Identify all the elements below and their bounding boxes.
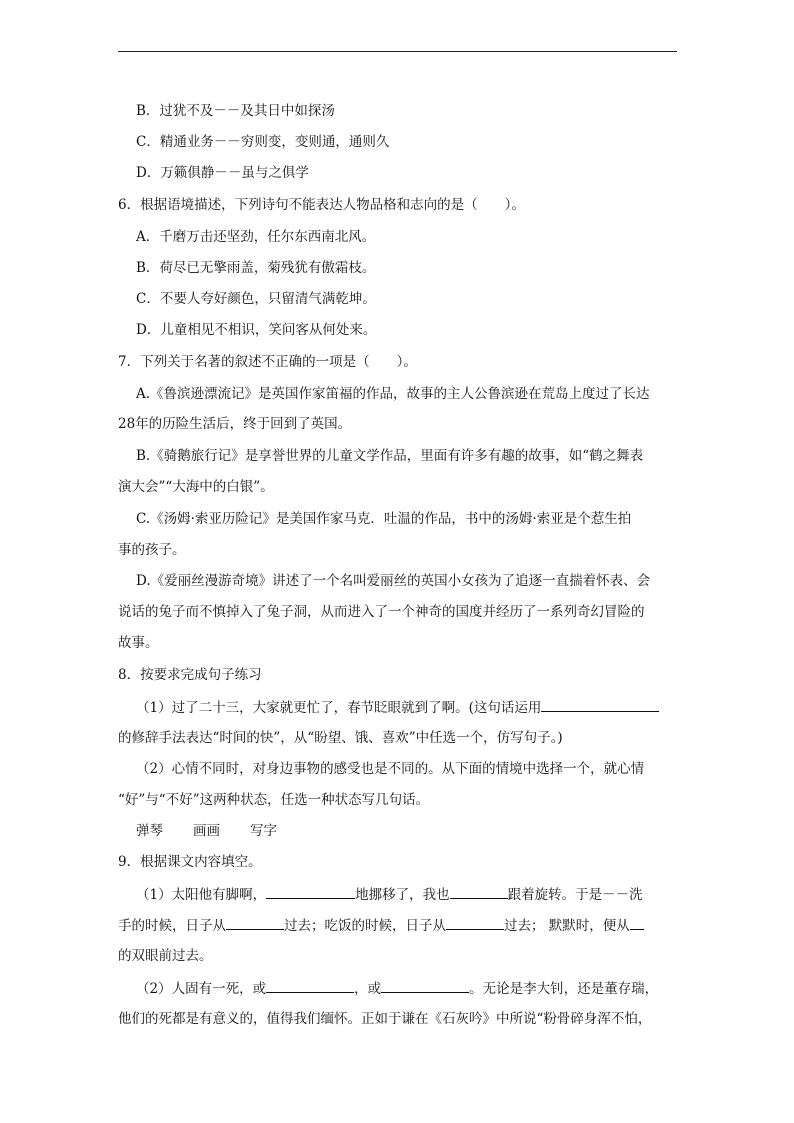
- q8-part1-line2: 的修辞手法表达“时间的快”，从“盼望、饿、喜欢”中任选一个，仿写句子。): [118, 730, 563, 746]
- q9-blank-4[interactable]: [446, 915, 504, 930]
- q8-choice-3: 写字: [250, 823, 277, 839]
- q7-option-b-line2: 演大会”“大海中的白银”。: [118, 479, 274, 495]
- q9-blank-5[interactable]: [630, 915, 644, 930]
- q8-blank-rhetoric[interactable]: [541, 697, 659, 712]
- q8-choice-1: 弹琴: [136, 823, 163, 839]
- q7-option-d-line2: 说话的兔子而不慎掉入了兔子洞，从而进入了一个神奇的国度并经历了一系列奇幻冒险的: [118, 604, 645, 620]
- q9-part1-line3: 的双眼前过去。: [118, 948, 213, 964]
- q9-blank-3[interactable]: [226, 915, 284, 930]
- q5-option-b: B．过犹不及－－及其日中如探汤: [136, 103, 335, 119]
- header-rule: [118, 51, 677, 52]
- q9-text-p2a: （2）人固有一死，或: [136, 981, 267, 997]
- q9-blank-1[interactable]: [266, 884, 355, 899]
- q9-part1-line1: [136, 884, 643, 905]
- q8-part2-line2: “好”与“不好”这两种状态，任选一种状态写几句话。: [118, 792, 430, 808]
- q9-text-e: 过去；吃饭的时候，日子从: [284, 918, 446, 934]
- q6-option-c: C．不要人夸好颜色，只留清气满乾坤。: [136, 291, 376, 307]
- q7-option-b-line1: B.《骑鹅旅行记》是享誉世界的儿童文学作品，里面有许多有趣的故事，如“鹤之舞表: [136, 448, 644, 464]
- q8-part1-text: （1）过了二十三，大家就更忙了，春节眨眼就到了啊。(这句话运用: [136, 700, 542, 716]
- q6-stem: 6．根据语境描述，下列诗句不能表达人物品格和志向的是（ ）。: [118, 197, 525, 213]
- q8-stem: 8．按要求完成句子练习: [118, 667, 262, 683]
- q5-option-c: C．精通业务－－穷则变，变则通，通则久: [136, 134, 390, 150]
- q9-text-f: 过去； 默默时，便从: [504, 918, 630, 934]
- q9-blank-2[interactable]: [450, 884, 508, 899]
- q8-choices: [136, 821, 277, 841]
- q9-text-b: 地挪移了，我也: [355, 887, 450, 903]
- q7-option-d-line1: D.《爱丽丝漫游奇境》讲述了一个名叫爱丽丝的英国小女孩为了追逐一直揣着怀表、会: [136, 573, 651, 589]
- q9-text-a: （1）太阳他有脚啊，: [136, 887, 267, 903]
- q8-choice-2: 画画: [193, 823, 220, 839]
- q9-text-d: 手的时候，日子从: [118, 918, 226, 934]
- q7-option-a-line1: A.《鲁滨逊漂流记》是英国作家笛福的作品，故事的主人公鲁滨逊在荒岛上度过了长达: [136, 386, 650, 402]
- q5-option-d: D．万籁俱静－－虽与之俱学: [136, 165, 309, 181]
- q9-part2-line1: [136, 978, 658, 999]
- q6-option-b: B．荷尽已无擎雨盖，菊残犹有傲霜枝。: [136, 260, 376, 276]
- q9-part1-line2: [118, 915, 644, 936]
- q7-option-c-line1: C.《汤姆·索亚历险记》是美国作家马克．吐温的作品，书中的汤姆·索亚是个惹生拍: [136, 511, 632, 527]
- q7-option-a-line2: 28年的历险生活后，终于回到了英国。: [118, 416, 352, 432]
- q9-part2-line2: 他们的死都是有意义的，值得我们缅怀。正如于谦在《石灰吟》中所说“粉骨碎身浑不怕，: [118, 1011, 652, 1027]
- q9-blank-6[interactable]: [266, 978, 354, 993]
- q9-stem: 9．根据课文内容填空。: [118, 854, 262, 870]
- q8-part2-line1: （2）心情不同时，对身边事物的感受也是不同的。从下面的情境中选择一个，就心情: [136, 761, 645, 777]
- q9-text-p2b: ，或: [354, 981, 382, 997]
- q7-option-c-line2: 事的孩子。: [118, 542, 186, 558]
- q6-option-a: A．千磨万击还坚劲，任尔东西南北风。: [136, 229, 376, 245]
- q8-part1-line1: [136, 697, 659, 718]
- q7-stem: 7．下列关于名著的叙述不正确的一项是（ ）。: [118, 354, 417, 370]
- q6-option-d: D．儿童相见不相识，笑问客从何处来。: [136, 322, 377, 338]
- q9-blank-7[interactable]: [381, 978, 469, 993]
- q9-text-c: 跟着旋转。于是－－洗: [507, 887, 643, 903]
- q7-option-d-line3: 故事。: [118, 635, 159, 651]
- q9-text-p2c: 。无论是李大钊，还是董存瑞，: [469, 981, 659, 997]
